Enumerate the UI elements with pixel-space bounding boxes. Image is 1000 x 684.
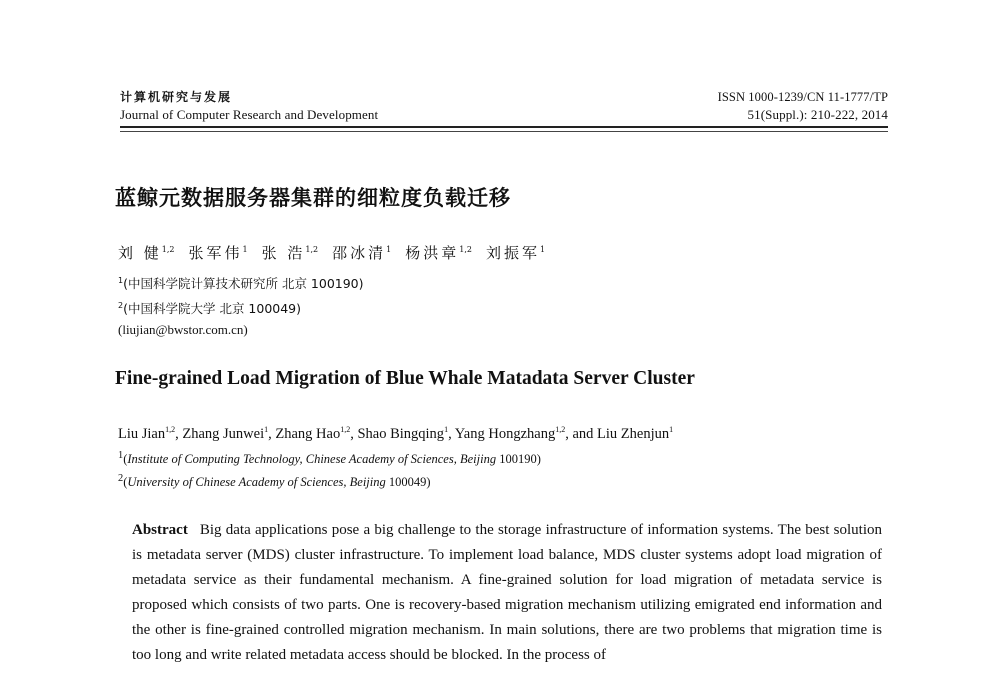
english-author-name: Zhang Hao [275,425,341,442]
journal-header [120,88,888,132]
english-author-list [118,425,673,443]
author-affiliation-marker: 1 [242,245,248,254]
affiliation-institution: Institute of Computing Technology, Chinese Academy of Sciences, Beijing [127,452,497,467]
author-affiliation-marker: 1,2 [161,245,175,254]
chinese-author-list [118,242,545,263]
affiliation-institution: University of Chinese Academy of Sciences, Beijing [127,475,386,490]
chinese-author-name: 杨洪章 [405,244,460,262]
author-affiliation-marker: 1 [540,245,546,254]
author-affiliation-marker: 1,2 [459,245,472,254]
author-affiliation-marker: 1 [386,245,392,254]
english-title: Fine-grained Load Migration of Blue Whale Matadata Server Cluster [115,368,695,389]
author-affiliation-marker: 1,2 [305,245,319,254]
affiliation-marker: 2 [118,300,124,310]
author-affiliation-marker: 1,2 [165,425,176,434]
author-affiliation-marker: 1,2 [340,425,351,434]
author-separator: , [268,425,276,442]
author-affiliation-marker: 1 [444,425,449,434]
affiliation-marker: 2 [118,473,124,484]
abstract-paragraph [132,518,882,668]
author-separator: , and [565,425,598,442]
english-author-name: Liu Zhenjun [597,425,670,442]
issue-label: 51(Suppl.): 210-222, 2014 [747,107,888,122]
author-separator: , [448,425,455,442]
header-rule-thick [120,126,888,130]
chinese-author-name: 张军伟 [188,244,243,262]
journal-name-cn: 计算机研究与发展 [120,90,233,104]
affiliation-text: (中国科学院计算技术研究所 北京 100190) [123,276,364,291]
english-affiliation-2: $^2$(University of Chinese Academy of Sciences, Beijing 100049) [118,473,431,490]
abstract-text: Big data applications pose a big challenge to the storage infrastructure of information systems. The best solution is metadata server (MDS) cluster infrastructure. To implement load balance, MDS cluster systems adopt load migration of metadata service as their fundamental mechanism. A fine-grained solution for load migration of metadata service is proposed which consists of two parts. One is recovery-based migration mechanism utilizing emigrated end information and the other is fine-grained controlled migration mechanism. In main solutions, there are two problems that migration time is too long and write related metadata access should be blocked. In the process of [132,522,882,663]
header-rule-thin [120,131,888,132]
affiliation-marker: 1 [118,275,124,285]
author-affiliation-marker: 1,2 [555,425,566,434]
author-separator: , [175,425,183,442]
issn-label: ISSN 1000-1239/CN 11-1777/TP [717,90,888,104]
author-email: (liujian@bwstor.com.cn) [118,322,248,337]
english-author-name: Liu Jian [118,425,166,442]
english-author-name: Shao Bingqing [357,425,445,442]
affiliation-marker: 1 [118,450,124,461]
journal-name-en: Journal of Computer Research and Development [120,107,379,122]
chinese-affiliation-1 [118,274,364,292]
chinese-affiliation-2 [118,299,301,317]
english-author-name: Zhang Junwei [182,425,265,442]
affiliation-text: (中国科学院大学 北京 100049) [123,301,302,316]
chinese-author-name: 张 浩 [261,244,306,262]
abstract-label: Abstract [132,522,188,538]
chinese-title: 蓝鲸元数据服务器集群的细粒度负载迁移 [115,186,511,210]
author-affiliation-marker: 1 [264,425,269,434]
english-author-name: Yang Hongzhang [454,425,556,442]
chinese-author-name: 邵冰清 [332,244,387,262]
author-affiliation-marker: 1 [669,425,674,434]
chinese-author-name: 刘 健 [118,244,162,262]
english-affiliation-1: $^1$(Institute of Computing Technology, Chinese Academy of Sciences, Beijing 100190) [118,450,541,467]
chinese-author-name: 刘振军 [486,244,541,262]
author-separator: , [350,425,358,442]
